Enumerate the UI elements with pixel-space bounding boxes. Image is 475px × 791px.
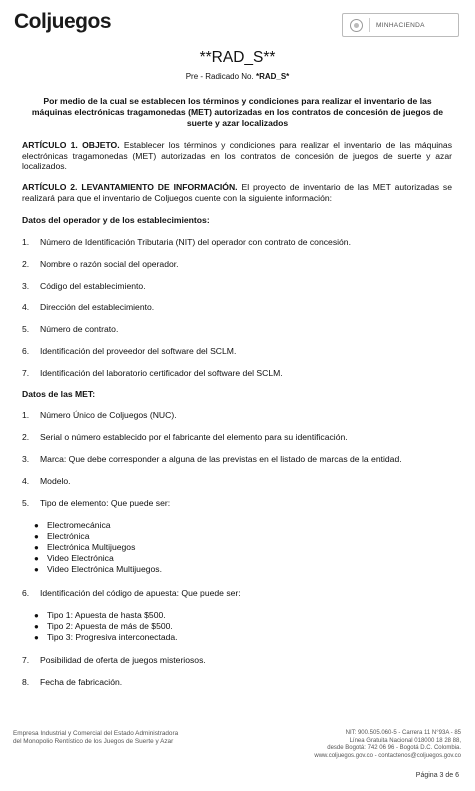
list-item: 5. Número de contrato.	[22, 324, 119, 334]
list-item: 1. Número de Identificación Tributaria (NIT) del operador con contrato de concesión.	[22, 237, 351, 247]
document-title: **RAD_S**	[199, 49, 276, 66]
footer-contact-line: www.coljuegos.gov.co - contactenos@coljuegos.gov.co	[314, 752, 461, 759]
footer-contact-line: desde Bogotá: 742 06 96 - Bogotá D.C. Colombia.	[327, 745, 461, 751]
list-item: 2. Serial o número establecido por el fabricante del elemento para su identificación.	[22, 432, 348, 442]
operator-section-heading: Datos del operador y de los establecimientos:	[22, 215, 210, 225]
pre-radicado-label: Pre - Radicado No.	[185, 72, 254, 81]
pre-radicado-value: *RAD_S*	[255, 72, 290, 81]
list-item: 6. Identificación del código de apuesta: Que puede ser:	[22, 588, 241, 598]
bullet-item: ● Video Electrónica	[34, 553, 114, 563]
footer-contact-line: NIT: 900.505.060-5 - Carrera 11 N°93A - 85	[345, 730, 461, 736]
bullet-item: ● Tipo 2: Apuesta de más de $500.	[34, 621, 173, 631]
list-item: 7. Posibilidad de oferta de juegos misteriosos.	[22, 655, 206, 665]
article-2-text: El proyecto de inventario de las MET autorizadas se realizará para que el inventario de Coljuegos cuente con la siguiente información:	[22, 182, 452, 203]
list-item: 8. Fecha de fabricación.	[22, 677, 123, 687]
minhacienda-logo	[342, 13, 459, 37]
list-item: 7. Identificación del laboratorio certificador del software del SCLM.	[22, 368, 283, 378]
list-item: 6. Identificación del proveedor del software del SCLM.	[22, 346, 237, 356]
article-1	[22, 140, 452, 172]
bullet-item: ● Video Electrónica Multijuegos.	[34, 564, 162, 574]
resolution-subject: Por medio de la cual se establecen los términos y condiciones para realizar el inventario de las máquinas electrónicas tragamonedas (MET) autorizadas en los contratos de concesión de juegos de suerte y azar localizados	[31, 96, 444, 128]
list-item: 3. Código del establecimiento.	[22, 281, 146, 291]
bullet-item: ● Electrónica Multijuegos	[34, 542, 136, 552]
article-1-text: Establecer los términos y condiciones para realizar el inventario de las máquinas electrónicas tragamonedas (MET) autorizadas en los contratos de concesión de juegos de suerte y azar localizados.	[22, 140, 453, 171]
footer-entity-line: Empresa Industrial y Comercial del Estado Administradora	[13, 730, 179, 737]
met-section-heading: Datos de las MET:	[22, 389, 96, 399]
footer-contact-line: Línea Gratuita Nacional 018000 18 28 88,	[349, 737, 461, 744]
bullet-item: ● Electromecánica	[34, 520, 111, 530]
ministry-label: MINHACIENDA	[376, 21, 425, 29]
pre-radicado	[0, 72, 475, 81]
bullet-item: ● Tipo 3: Progresiva interconectada.	[34, 632, 178, 642]
list-item: 4. Modelo.	[22, 476, 71, 486]
article-2-heading: ARTÍCULO 2. LEVANTAMIENTO DE INFORMACIÓN.	[22, 182, 238, 192]
footer-contact	[314, 730, 461, 760]
logo-divider	[369, 18, 370, 32]
bullet-item: ● Tipo 1: Apuesta de hasta $500.	[34, 610, 166, 620]
list-item: 2. Nombre o razón social del operador.	[22, 259, 179, 269]
footer-entity	[13, 730, 178, 746]
page-number: Página 3 de 6	[415, 772, 459, 779]
article-1-heading: ARTÍCULO 1. OBJETO.	[22, 140, 120, 150]
list-item: 4. Dirección del establecimiento.	[22, 302, 155, 312]
page-header	[0, 0, 475, 44]
coat-of-arms-icon	[350, 19, 363, 32]
bullet-item: ● Electrónica	[34, 531, 90, 541]
list-item: 1. Número Único de Coljuegos (NUC).	[22, 410, 177, 420]
article-2	[22, 182, 452, 203]
list-item: 5. Tipo de elemento: Que puede ser:	[22, 498, 171, 508]
footer-entity-line: del Monopolio Rentístico de los Juegos de Suerte y Azar	[13, 738, 174, 745]
list-item: 3. Marca: Que debe corresponder a alguna de las previstas en el listado de marcas de la entidad.	[22, 454, 402, 464]
coljuegos-logo: Coljuegos	[14, 10, 112, 33]
